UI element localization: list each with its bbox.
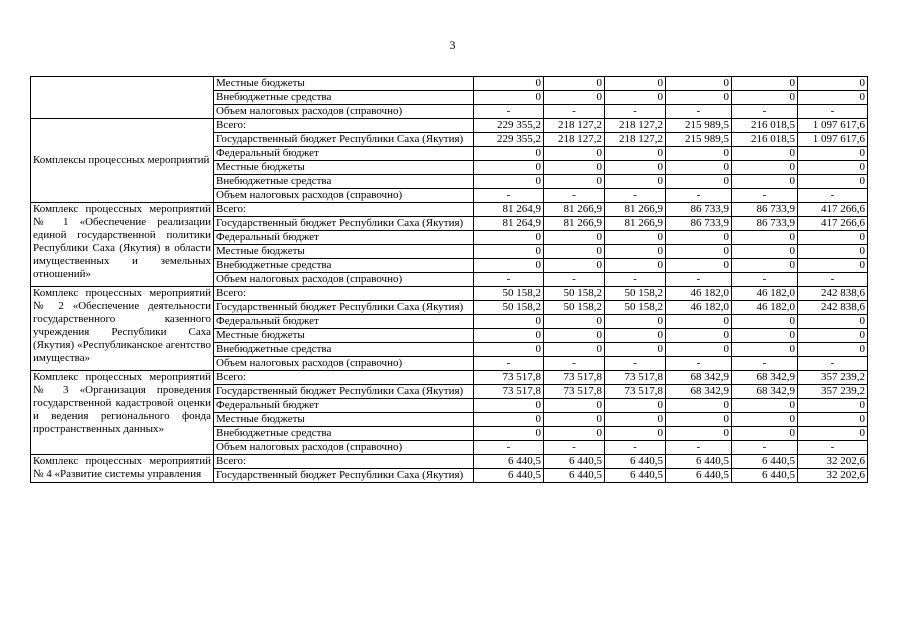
value-cell: 0 <box>732 175 798 189</box>
value-cell: 218 127,2 <box>544 133 605 147</box>
value-cell: 0 <box>605 329 666 343</box>
program-name-cell: Комплекс процессных мероприятий № 1 «Обеспечение реализации единой государственной политики Республики Саха (Якутия) в области имущественных и земельных отношений» <box>31 203 214 287</box>
value-cell: 0 <box>544 259 605 273</box>
value-cell: 0 <box>605 161 666 175</box>
value-cell: 357 239,2 <box>798 371 868 385</box>
value-cell: 6 440,5 <box>544 469 605 483</box>
value-cell: 0 <box>666 315 732 329</box>
value-cell: 0 <box>798 77 868 91</box>
value-cell: 6 440,5 <box>732 469 798 483</box>
value-cell: - <box>732 105 798 119</box>
value-cell: - <box>474 105 544 119</box>
value-cell: 6 440,5 <box>666 455 732 469</box>
value-cell: 0 <box>474 161 544 175</box>
value-cell: 0 <box>544 161 605 175</box>
funding-source-cell: Объем налоговых расходов (справочно) <box>214 105 474 119</box>
value-cell: 0 <box>732 77 798 91</box>
value-cell: 73 517,8 <box>474 385 544 399</box>
funding-source-cell: Государственный бюджет Республики Саха (Якутия) <box>214 301 474 315</box>
value-cell: 0 <box>605 427 666 441</box>
value-cell: 6 440,5 <box>666 469 732 483</box>
value-cell: - <box>474 357 544 371</box>
value-cell: 50 158,2 <box>544 301 605 315</box>
program-name-cell <box>31 77 214 119</box>
value-cell: 50 158,2 <box>474 301 544 315</box>
value-cell: 0 <box>732 259 798 273</box>
value-cell: 86 733,9 <box>666 217 732 231</box>
value-cell: 81 266,9 <box>544 203 605 217</box>
value-cell: 0 <box>544 315 605 329</box>
funding-source-cell: Всего: <box>214 371 474 385</box>
value-cell: - <box>605 189 666 203</box>
funding-source-cell: Федеральный бюджет <box>214 147 474 161</box>
value-cell: - <box>474 441 544 455</box>
table-row <box>31 203 868 217</box>
value-cell: 81 264,9 <box>474 217 544 231</box>
value-cell: - <box>798 105 868 119</box>
funding-source-cell: Внебюджетные средства <box>214 343 474 357</box>
program-name-cell: Комплекс процессных мероприятий № 4 «Развитие системы управления <box>31 455 214 483</box>
value-cell: 0 <box>798 161 868 175</box>
funding-source-cell: Государственный бюджет Республики Саха (Якутия) <box>214 385 474 399</box>
value-cell: 73 517,8 <box>544 385 605 399</box>
value-cell: 73 517,8 <box>605 385 666 399</box>
value-cell: 46 182,0 <box>666 301 732 315</box>
funding-source-cell: Местные бюджеты <box>214 413 474 427</box>
value-cell: - <box>666 189 732 203</box>
value-cell: 0 <box>798 427 868 441</box>
value-cell: 46 182,0 <box>732 287 798 301</box>
funding-source-cell: Всего: <box>214 203 474 217</box>
value-cell: 0 <box>544 231 605 245</box>
value-cell: 0 <box>798 231 868 245</box>
value-cell: 0 <box>798 413 868 427</box>
value-cell: 86 733,9 <box>732 217 798 231</box>
value-cell: 0 <box>666 259 732 273</box>
value-cell: 0 <box>605 77 666 91</box>
funding-source-cell: Федеральный бюджет <box>214 231 474 245</box>
value-cell: 0 <box>732 91 798 105</box>
page-number: 3 <box>449 38 456 52</box>
value-cell: 0 <box>732 399 798 413</box>
funding-source-cell: Федеральный бюджет <box>214 399 474 413</box>
value-cell: 0 <box>605 91 666 105</box>
value-cell: 0 <box>605 413 666 427</box>
program-name-cell: Комплекс процессных мероприятий № 3 «Организация проведения государственной кадастровой оценки и ведения регионального фонда пространственных данных» <box>31 371 214 455</box>
value-cell: 0 <box>605 231 666 245</box>
value-cell: 0 <box>544 399 605 413</box>
value-cell: 0 <box>666 413 732 427</box>
value-cell: 0 <box>474 77 544 91</box>
value-cell: 0 <box>474 343 544 357</box>
value-cell: - <box>798 357 868 371</box>
value-cell: 0 <box>732 161 798 175</box>
value-cell: 215 989,5 <box>666 133 732 147</box>
value-cell: 0 <box>605 399 666 413</box>
value-cell: 215 989,5 <box>666 119 732 133</box>
value-cell: - <box>798 273 868 287</box>
value-cell: 86 733,9 <box>732 203 798 217</box>
value-cell: 1 097 617,6 <box>798 119 868 133</box>
value-cell: - <box>544 189 605 203</box>
funding-source-cell: Местные бюджеты <box>214 329 474 343</box>
funding-source-cell: Объем налоговых расходов (справочно) <box>214 273 474 287</box>
value-cell: - <box>605 105 666 119</box>
value-cell: 0 <box>474 329 544 343</box>
funding-source-cell: Государственный бюджет Республики Саха (Якутия) <box>214 133 474 147</box>
value-cell: 0 <box>474 259 544 273</box>
value-cell: 50 158,2 <box>544 287 605 301</box>
value-cell: 0 <box>544 91 605 105</box>
value-cell: - <box>544 273 605 287</box>
table-row <box>31 455 868 469</box>
value-cell: 0 <box>605 245 666 259</box>
value-cell: 50 158,2 <box>474 287 544 301</box>
value-cell: 229 355,2 <box>474 119 544 133</box>
funding-source-cell: Всего: <box>214 455 474 469</box>
value-cell: - <box>474 189 544 203</box>
value-cell: 0 <box>474 315 544 329</box>
value-cell: 0 <box>474 175 544 189</box>
value-cell: 0 <box>544 413 605 427</box>
value-cell: 0 <box>605 343 666 357</box>
value-cell: - <box>474 273 544 287</box>
value-cell: 242 838,6 <box>798 287 868 301</box>
value-cell: 0 <box>798 329 868 343</box>
value-cell: 0 <box>544 329 605 343</box>
value-cell: 0 <box>732 343 798 357</box>
table-row <box>31 287 868 301</box>
value-cell: 6 440,5 <box>605 455 666 469</box>
value-cell: 216 018,5 <box>732 133 798 147</box>
funding-source-cell: Внебюджетные средства <box>214 427 474 441</box>
value-cell: 50 158,2 <box>605 301 666 315</box>
value-cell: 0 <box>732 413 798 427</box>
value-cell: 0 <box>666 91 732 105</box>
value-cell: 242 838,6 <box>798 301 868 315</box>
value-cell: 0 <box>732 329 798 343</box>
value-cell: 0 <box>666 399 732 413</box>
value-cell: 0 <box>544 175 605 189</box>
value-cell: 0 <box>732 147 798 161</box>
value-cell: 0 <box>798 343 868 357</box>
funding-source-cell: Всего: <box>214 287 474 301</box>
value-cell: 0 <box>798 175 868 189</box>
value-cell: 0 <box>605 259 666 273</box>
funding-source-cell: Объем налоговых расходов (справочно) <box>214 189 474 203</box>
funding-source-cell: Внебюджетные средства <box>214 259 474 273</box>
budget-table <box>30 76 868 483</box>
value-cell: 0 <box>732 315 798 329</box>
value-cell: 73 517,8 <box>605 371 666 385</box>
value-cell: 218 127,2 <box>605 119 666 133</box>
value-cell: 0 <box>544 343 605 357</box>
funding-source-cell: Местные бюджеты <box>214 161 474 175</box>
value-cell: 0 <box>474 245 544 259</box>
value-cell: - <box>605 441 666 455</box>
funding-source-cell: Государственный бюджет Республики Саха (Якутия) <box>214 217 474 231</box>
value-cell: 81 266,9 <box>605 203 666 217</box>
value-cell: 0 <box>544 245 605 259</box>
value-cell: 417 266,6 <box>798 217 868 231</box>
value-cell: 218 127,2 <box>605 133 666 147</box>
value-cell: 0 <box>474 427 544 441</box>
value-cell: - <box>798 441 868 455</box>
funding-source-cell: Внебюджетные средства <box>214 91 474 105</box>
value-cell: 357 239,2 <box>798 385 868 399</box>
value-cell: 0 <box>798 245 868 259</box>
table-row <box>31 371 868 385</box>
value-cell: 0 <box>666 175 732 189</box>
value-cell: 6 440,5 <box>474 469 544 483</box>
value-cell: 0 <box>544 427 605 441</box>
value-cell: 50 158,2 <box>605 287 666 301</box>
value-cell: 417 266,6 <box>798 203 868 217</box>
value-cell: - <box>798 189 868 203</box>
value-cell: 32 202,6 <box>798 469 868 483</box>
funding-source-cell: Внебюджетные средства <box>214 175 474 189</box>
value-cell: 0 <box>605 175 666 189</box>
funding-source-cell: Объем налоговых расходов (справочно) <box>214 441 474 455</box>
value-cell: 0 <box>798 91 868 105</box>
value-cell: 0 <box>666 343 732 357</box>
value-cell: - <box>732 189 798 203</box>
value-cell: 32 202,6 <box>798 455 868 469</box>
value-cell: 46 182,0 <box>732 301 798 315</box>
value-cell: 1 097 617,6 <box>798 133 868 147</box>
value-cell: 46 182,0 <box>666 287 732 301</box>
funding-source-cell: Местные бюджеты <box>214 245 474 259</box>
value-cell: 0 <box>798 259 868 273</box>
table-row <box>31 77 868 91</box>
value-cell: - <box>666 357 732 371</box>
funding-source-cell: Государственный бюджет Республики Саха (Якутия) <box>214 469 474 483</box>
value-cell: 6 440,5 <box>732 455 798 469</box>
value-cell: 68 342,9 <box>732 371 798 385</box>
program-name-cell: Комплекс процессных мероприятий № 2 «Обеспечение деятельности государственного казенного учреждения Республики Саха (Якутия) «Республиканское агентство имущества» <box>31 287 214 371</box>
value-cell: - <box>732 357 798 371</box>
value-cell: 0 <box>798 399 868 413</box>
value-cell: 0 <box>666 427 732 441</box>
value-cell: 0 <box>605 147 666 161</box>
value-cell: 229 355,2 <box>474 133 544 147</box>
program-name-cell: Комплексы процессных мероприятий <box>31 119 214 203</box>
value-cell: 86 733,9 <box>666 203 732 217</box>
value-cell: 0 <box>474 231 544 245</box>
value-cell: 68 342,9 <box>666 385 732 399</box>
value-cell: - <box>732 273 798 287</box>
value-cell: - <box>666 441 732 455</box>
value-cell: 73 517,8 <box>474 371 544 385</box>
value-cell: 0 <box>544 147 605 161</box>
value-cell: 0 <box>666 245 732 259</box>
value-cell: 0 <box>544 77 605 91</box>
value-cell: - <box>605 357 666 371</box>
value-cell: 6 440,5 <box>605 469 666 483</box>
value-cell: 81 266,9 <box>544 217 605 231</box>
value-cell: - <box>544 357 605 371</box>
funding-source-cell: Местные бюджеты <box>214 77 474 91</box>
value-cell: 0 <box>474 91 544 105</box>
value-cell: 218 127,2 <box>544 119 605 133</box>
value-cell: - <box>666 105 732 119</box>
value-cell: 81 266,9 <box>605 217 666 231</box>
value-cell: 0 <box>666 147 732 161</box>
value-cell: 0 <box>666 329 732 343</box>
value-cell: - <box>544 105 605 119</box>
value-cell: - <box>666 273 732 287</box>
value-cell: 68 342,9 <box>732 385 798 399</box>
value-cell: 0 <box>605 315 666 329</box>
value-cell: 0 <box>732 231 798 245</box>
value-cell: - <box>605 273 666 287</box>
value-cell: 0 <box>732 245 798 259</box>
funding-source-cell: Федеральный бюджет <box>214 315 474 329</box>
funding-source-cell: Объем налоговых расходов (справочно) <box>214 357 474 371</box>
value-cell: 0 <box>666 231 732 245</box>
value-cell: 0 <box>474 399 544 413</box>
value-cell: 0 <box>666 161 732 175</box>
value-cell: 73 517,8 <box>544 371 605 385</box>
table-row <box>31 119 868 133</box>
value-cell: 68 342,9 <box>666 371 732 385</box>
value-cell: 6 440,5 <box>474 455 544 469</box>
value-cell: - <box>732 441 798 455</box>
value-cell: 0 <box>474 147 544 161</box>
value-cell: 216 018,5 <box>732 119 798 133</box>
value-cell: - <box>544 441 605 455</box>
value-cell: 6 440,5 <box>544 455 605 469</box>
value-cell: 0 <box>474 413 544 427</box>
value-cell: 0 <box>666 77 732 91</box>
value-cell: 81 264,9 <box>474 203 544 217</box>
value-cell: 0 <box>798 315 868 329</box>
value-cell: 0 <box>732 427 798 441</box>
value-cell: 0 <box>798 147 868 161</box>
funding-source-cell: Всего: <box>214 119 474 133</box>
